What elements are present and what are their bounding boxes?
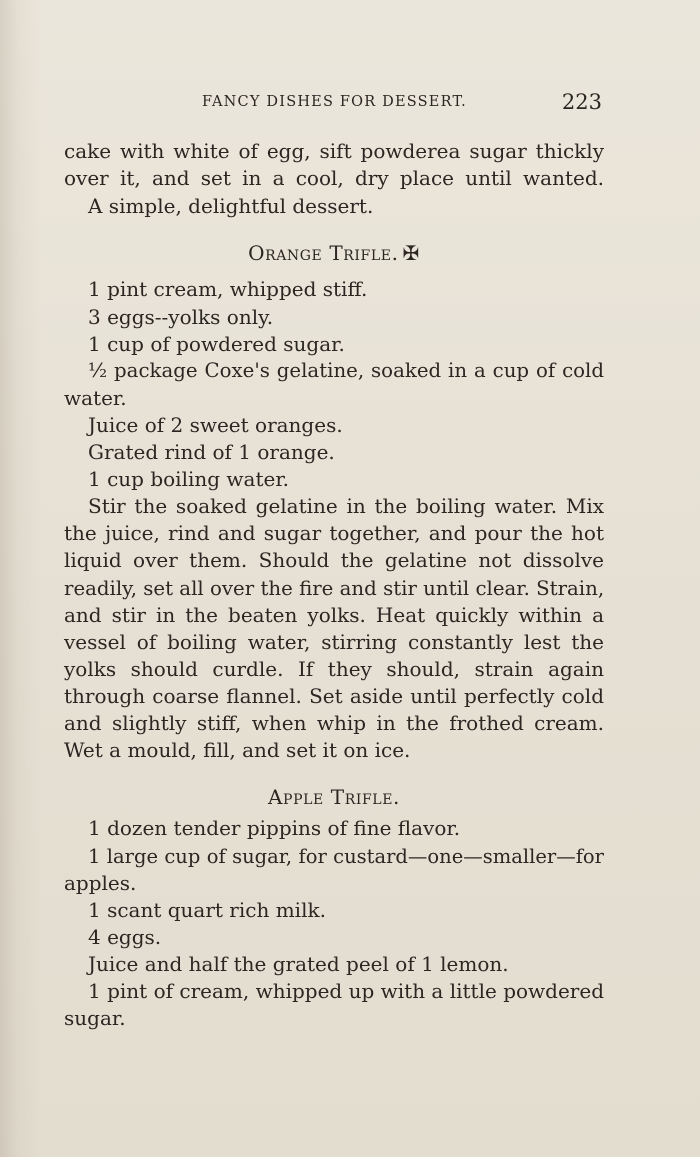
orange-directions-line-10: Wet a mould, fill, and set it on ice. [64, 738, 411, 762]
orange-directions-line-8: through coarse flannel. Set aside until perfectly cold [64, 684, 604, 708]
orange-ingredient-5: Grated rind of 1 orange. [88, 440, 335, 464]
orange-directions-line-2: the juice, rind and sugar together, and pour the hot [64, 521, 604, 545]
orange-ingredient-1: 1 pint cream, whipped stiff. [88, 277, 368, 301]
running-title: FANCY DISHES FOR DESSERT. [202, 94, 467, 110]
orange-ingredient-3: 1 cup of powdered sugar. [88, 332, 345, 356]
apple-trifle-heading: Apple Trifle. [268, 785, 400, 809]
orange-directions-line-5: and stir in the beaten yolks. Heat quickly within a [64, 603, 604, 627]
orange-directions-line-7: yolks should curdle. If they should, strain again [64, 657, 604, 681]
cross-pattee-icon: ✠ [402, 241, 420, 265]
orange-ingredient-6: 1 cup boiling water. [88, 467, 290, 491]
orange-ingredient-4: Juice of 2 sweet oranges. [88, 413, 343, 437]
orange-directions-line-6: vessel of boiling water, stirring constantly lest the [64, 630, 604, 654]
apple-line-1: 1 dozen tender pippins of fine flavor. [88, 816, 461, 840]
intro-line-1: cake with white of egg, sift powderea sugar thickly [64, 139, 604, 163]
orange-gelatine-line-1: ½ package Coxe's gelatine, soaked in a cup of cold [88, 359, 604, 382]
orange-trifle-heading [64, 240, 604, 267]
orange-directions-line-4: readily, set all over the fire and stir until clear. Strain, [64, 577, 605, 600]
intro-line-2: over it, and set in a cool, dry place until wanted. [64, 166, 604, 190]
apple-line-8: sugar. [64, 1006, 126, 1030]
orange-trifle-title: Orange Trifle. [248, 241, 399, 265]
orange-directions-line-1: Stir the soaked gelatine in the boiling water. Mix [88, 494, 604, 518]
page-number: 223 [561, 90, 602, 114]
apple-line-5: 4 eggs. [88, 925, 162, 949]
apple-line-3: apples. [64, 871, 137, 895]
apple-line-7: 1 pint of cream, whipped up with a little powdered [88, 979, 604, 1003]
intro-line-3: A simple, delightful dessert. [88, 194, 374, 218]
orange-directions-line-9: and slightly stiff, when whip in the frothed cream. [64, 711, 604, 735]
apple-line-6: Juice and half the grated peel of 1 lemon. [88, 952, 509, 976]
orange-gelatine-line-2: water. [64, 386, 127, 410]
apple-line-2: 1 large cup of sugar, for custard—one—smaller—for [88, 845, 604, 868]
orange-ingredient-2: 3 eggs--yolks only. [88, 305, 274, 329]
apple-line-4: 1 scant quart rich milk. [88, 898, 326, 922]
orange-directions-line-3: liquid over them. Should the gelatine not dissolve [64, 548, 604, 572]
page-header [64, 92, 604, 118]
